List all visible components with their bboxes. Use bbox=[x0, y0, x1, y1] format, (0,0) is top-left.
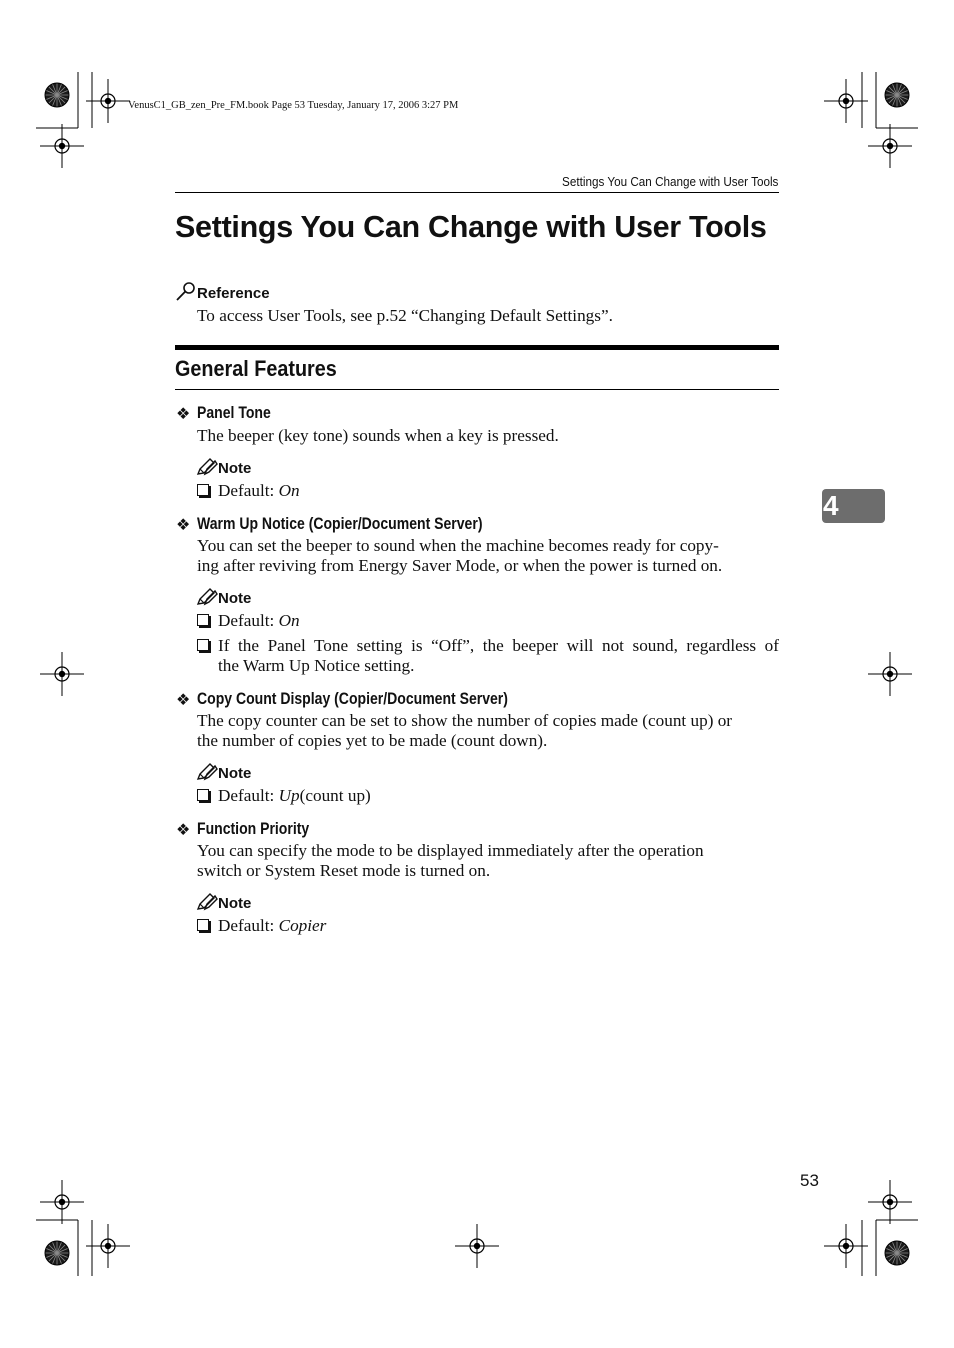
note-label: Note bbox=[218, 765, 252, 782]
item-description-line: The copy counter can be set to show the number of copies made (count up) or bbox=[197, 711, 733, 730]
reference-text: To access User Tools, see p.52 “Changing Default Settings”. bbox=[197, 306, 613, 325]
item-description-line: ing after reviving from Energy Saver Mode, or when the power is turned on. bbox=[197, 556, 723, 575]
checkbox-bullet-icon bbox=[197, 484, 209, 496]
section-rule-bottom bbox=[175, 389, 779, 390]
diamond-bullet-icon: ❖ bbox=[176, 406, 191, 423]
print-slug: VenusC1_GB_zen_Pre_FM.book Page 53 Tuesday, January 17, 2006 3:27 PM bbox=[128, 100, 459, 111]
note-item: Default: On bbox=[218, 611, 300, 630]
diamond-bullet-icon: ❖ bbox=[176, 822, 191, 839]
checkbox-bullet-icon bbox=[197, 614, 209, 626]
magnifier-icon bbox=[175, 281, 197, 303]
item-title: Copy Count Display (Copier/Document Server) bbox=[197, 690, 508, 708]
diamond-bullet-icon: ❖ bbox=[176, 517, 191, 534]
note-item-line: the Warm Up Notice setting. bbox=[218, 656, 415, 675]
item-description-line: You can set the beeper to sound when the machine becomes ready for copy- bbox=[197, 536, 719, 555]
checkbox-bullet-icon bbox=[197, 919, 209, 931]
page-title: Settings You Can Change with User Tools bbox=[175, 210, 767, 244]
note-item: Default: On bbox=[218, 481, 300, 500]
item-description: The beeper (key tone) sounds when a key is pressed. bbox=[197, 426, 559, 445]
diamond-bullet-icon: ❖ bbox=[176, 692, 191, 709]
note-label: Note bbox=[218, 590, 252, 607]
reference-label: Reference bbox=[197, 285, 270, 302]
item-description-line: switch or System Reset mode is turned on. bbox=[197, 861, 491, 880]
note-label: Note bbox=[218, 895, 252, 912]
item-description-line: You can specify the mode to be displayed immediately after the operation bbox=[197, 841, 704, 860]
checkbox-bullet-icon bbox=[197, 789, 209, 801]
header-rule bbox=[175, 192, 779, 193]
note-label: Note bbox=[218, 460, 252, 477]
note-item: Default: Copier bbox=[218, 916, 327, 935]
pencil-note-icon bbox=[196, 763, 218, 781]
pencil-note-icon bbox=[196, 588, 218, 606]
section-title: General Features bbox=[175, 356, 337, 381]
item-title: Warm Up Notice (Copier/Document Server) bbox=[197, 515, 483, 533]
item-title: Panel Tone bbox=[197, 404, 271, 422]
item-title: Function Priority bbox=[197, 820, 310, 838]
page-number: 53 bbox=[800, 1171, 819, 1190]
note-item: Default: Up(count up) bbox=[218, 786, 371, 805]
item-description-line: the number of copies yet to be made (count down). bbox=[197, 731, 548, 750]
chapter-number: 4 bbox=[823, 490, 839, 521]
checkbox-bullet-icon bbox=[197, 639, 209, 651]
pencil-note-icon bbox=[196, 458, 218, 476]
pencil-note-icon bbox=[196, 893, 218, 911]
running-header: Settings You Can Change with User Tools bbox=[561, 174, 778, 189]
note-item-line: If the Panel Tone setting is “Off”, the beeper will not sound, regardless of bbox=[218, 636, 779, 655]
section-rule-top bbox=[175, 345, 779, 350]
